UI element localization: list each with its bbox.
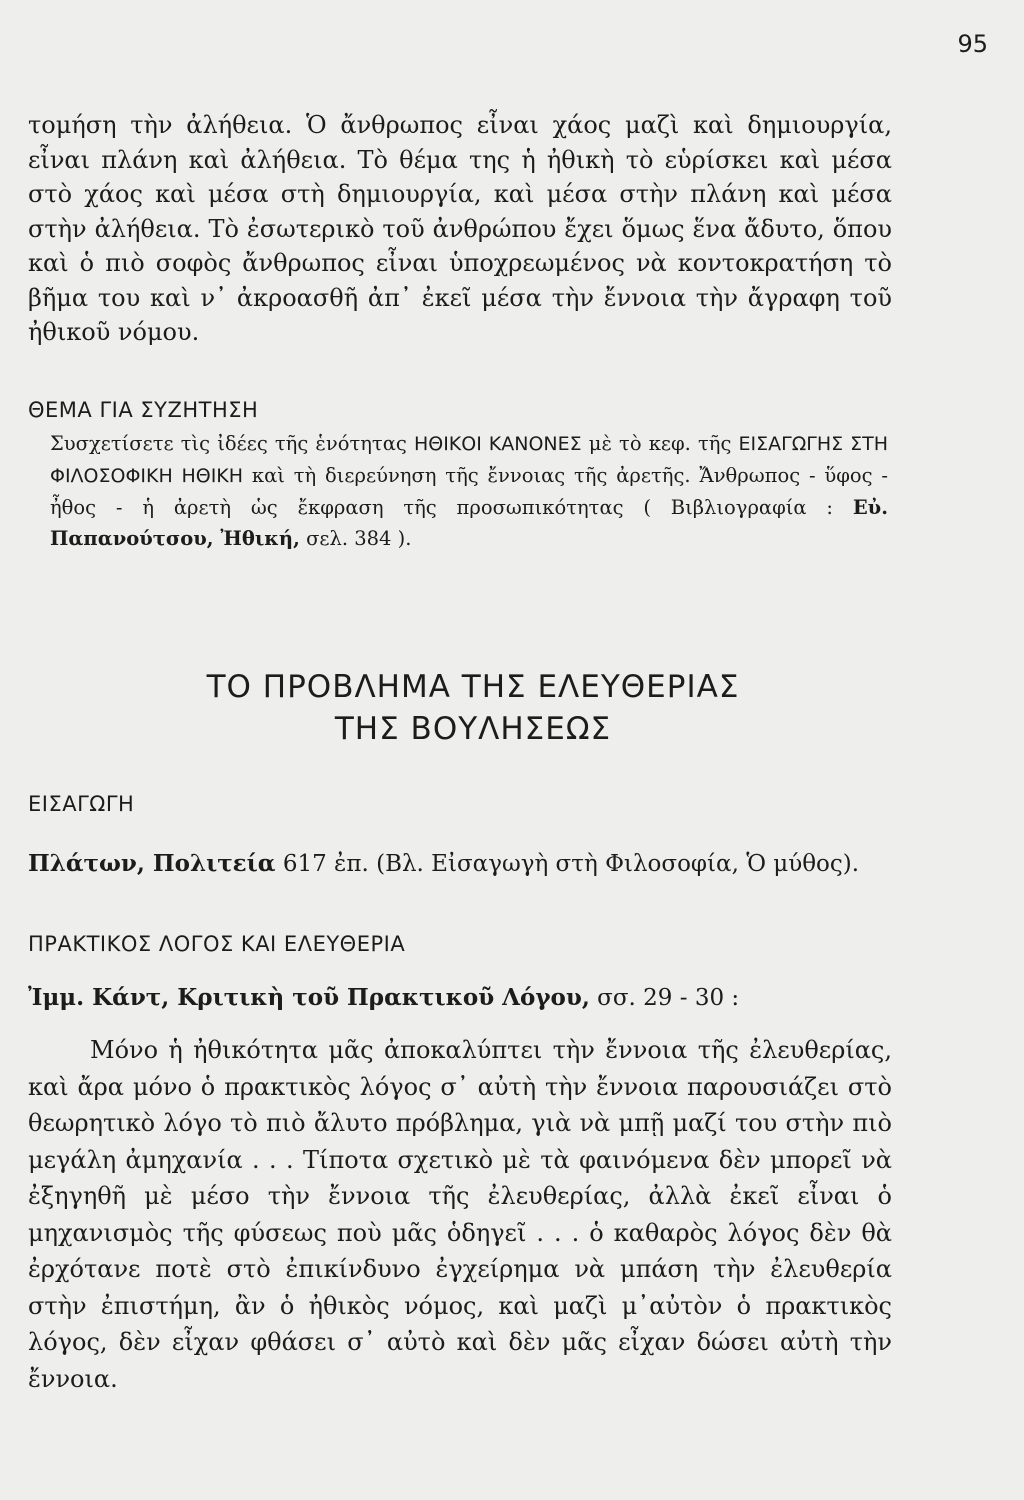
discussion-caps-1: ΗΘΙΚΟΙ ΚΑΝΟΝΕΣ	[413, 433, 582, 455]
kant-reference	[28, 984, 739, 1011]
chapter-title	[28, 666, 918, 750]
discussion-heading: ΘΕΜΑ ΓΙΑ ΣΥΖΗΤΗΣΗ	[28, 398, 259, 422]
chapter-title-line-1: ΤΟ ΠΡΟΒΛΗΜΑ ΤΗΣ ΕΛΕΥΘΕΡΙΑΣ	[206, 669, 740, 705]
discussion-mid-1: μὲ τὸ κεφ. τῆς	[588, 432, 732, 455]
kant-reference-pages: σσ. 29 - 30 :	[597, 985, 740, 1011]
introduction-heading: ΕΙΣΑΓΩΓΗ	[28, 792, 135, 816]
discussion-lead: Συσχετίσετε τὶς ἰδέες τῆς ἑνότητας	[50, 432, 407, 455]
discussion-tail: σελ. 384 ).	[306, 527, 412, 550]
chapter-title-line-2: ΤΗΣ ΒΟΥΛΗΣΕΩΣ	[334, 711, 612, 747]
discussion-caps-2: ΕΙΣΑΓΩΓΗΣ ΣΤΗ ΦΙΛΟΣΟΦΙΚΗ ΗΘΙΚΗ	[50, 433, 888, 487]
intro-paragraph: τομήση τὴν ἀλήθεια. Ὁ ἄνθρωπος εἶναι χάος μαζὶ καὶ δημιουργία, εἶναι πλάνη καὶ ἀλήθεια. Τὸ θέμα της ἡ ἠθικὴ τὸ εὑρίσκει καὶ μέσα στὸ χάος καὶ μέσα στὴ δημιουργία, καὶ μέσα στὴν πλάνη καὶ μέσα στὴν ἀλήθεια. Τὸ ἐσωτερικὸ τοῦ ἀνθρώπου ἔχει ὅμως ἕνα ἄδυτο, ὅπου καὶ ὁ πιὸ σοφὸς ἄνθρωπος εἶναι ὑποχρεωμένος νὰ κοντοκρατήση τὸ βῆμα του καὶ ν᾽ ἀκροασθῆ ἀπ᾽ ἐκεῖ μέσα τὴν ἔννοια τὴν ἄγραφη τοῦ ἠθικοῦ νόμου.	[28, 111, 892, 346]
discussion-bibliography: Εὐ. Παπανούτσου, Ἠθική,	[50, 496, 888, 550]
practical-reason-heading: ΠΡΑΚΤΙΚΟΣ ΛΟΓΟΣ ΚΑΙ ΕΛΕΥΘΕΡΙΑ	[28, 932, 406, 956]
introduction-citation	[28, 848, 888, 880]
kant-reference-title: Ἰμμ. Κάντ, Κριτικὴ τοῦ Πρακτικοῦ Λόγου,	[28, 984, 590, 1011]
book-page	[28, 0, 988, 1500]
kant-quote: Μόνο ἡ ἠθικότητα μᾶς ἀποκαλύπτει τὴν ἔννοια τῆς ἐλευθερίας, καὶ ἄρα μόνο ὁ πρακτικὸς λόγος σ᾽ αὐτὴ τὴν ἔννοια παρουσιάζει στὸ θεωρητικὸ λόγο τὸ πιὸ ἄλυτο πρόβλημα, γιὰ νὰ μπῇ μαζί του στὴν πιὸ μεγάλη ἀμηχανία . . . Τίποτα σχετικὸ μὲ τὰ φαινόμενα δὲν μπορεῖ νὰ ἐξηγηθῆ μὲ μέσο τὴν ἔννοια τῆς ἐλευθερίας, ἀλλὰ ἐκεῖ εἶναι ὁ μηχανισμὸς τῆς φύσεως ποὺ μᾶς ὁδηγεῖ . . . ὁ καθαρὸς λόγος δὲν θὰ ἐρχότανε ποτὲ στὸ ἐπικίνδυνο ἐγχείρημα νὰ μπάση τὴν ἐλευθερία στὴν ἐπιστήμη, ἂν ὁ ἠθικὸς νόμος, καὶ μαζὶ μ᾽αὐτὸν ὁ πρακτικὸς λόγος, δὲν εἶχαν φθάσει σ᾽ αὐτὸ καὶ δὲν μᾶς εἶχαν δώσει αὐτὴ τὴν ἔννοια.	[28, 1036, 892, 1393]
plato-reference-detail: 617 ἐπ. (Βλ. Εἰσαγωγὴ στὴ Φιλοσοφία, Ὁ μύθος).	[282, 851, 860, 877]
plato-reference: Πλάτων, Πολιτεία	[28, 850, 276, 877]
discussion-text	[50, 428, 888, 554]
discussion-mid-2: καὶ τὴ διερεύνηση τῆς ἔννοιας τῆς ἀρετῆς. Ἄνθρωπος - ὕφος - ἦθος - ἡ ἀρετὴ ὡς ἔκφραση τῆς προσωπικότητας ( Βιβλιογραφία :	[50, 464, 888, 519]
page-number: 95	[957, 30, 988, 58]
